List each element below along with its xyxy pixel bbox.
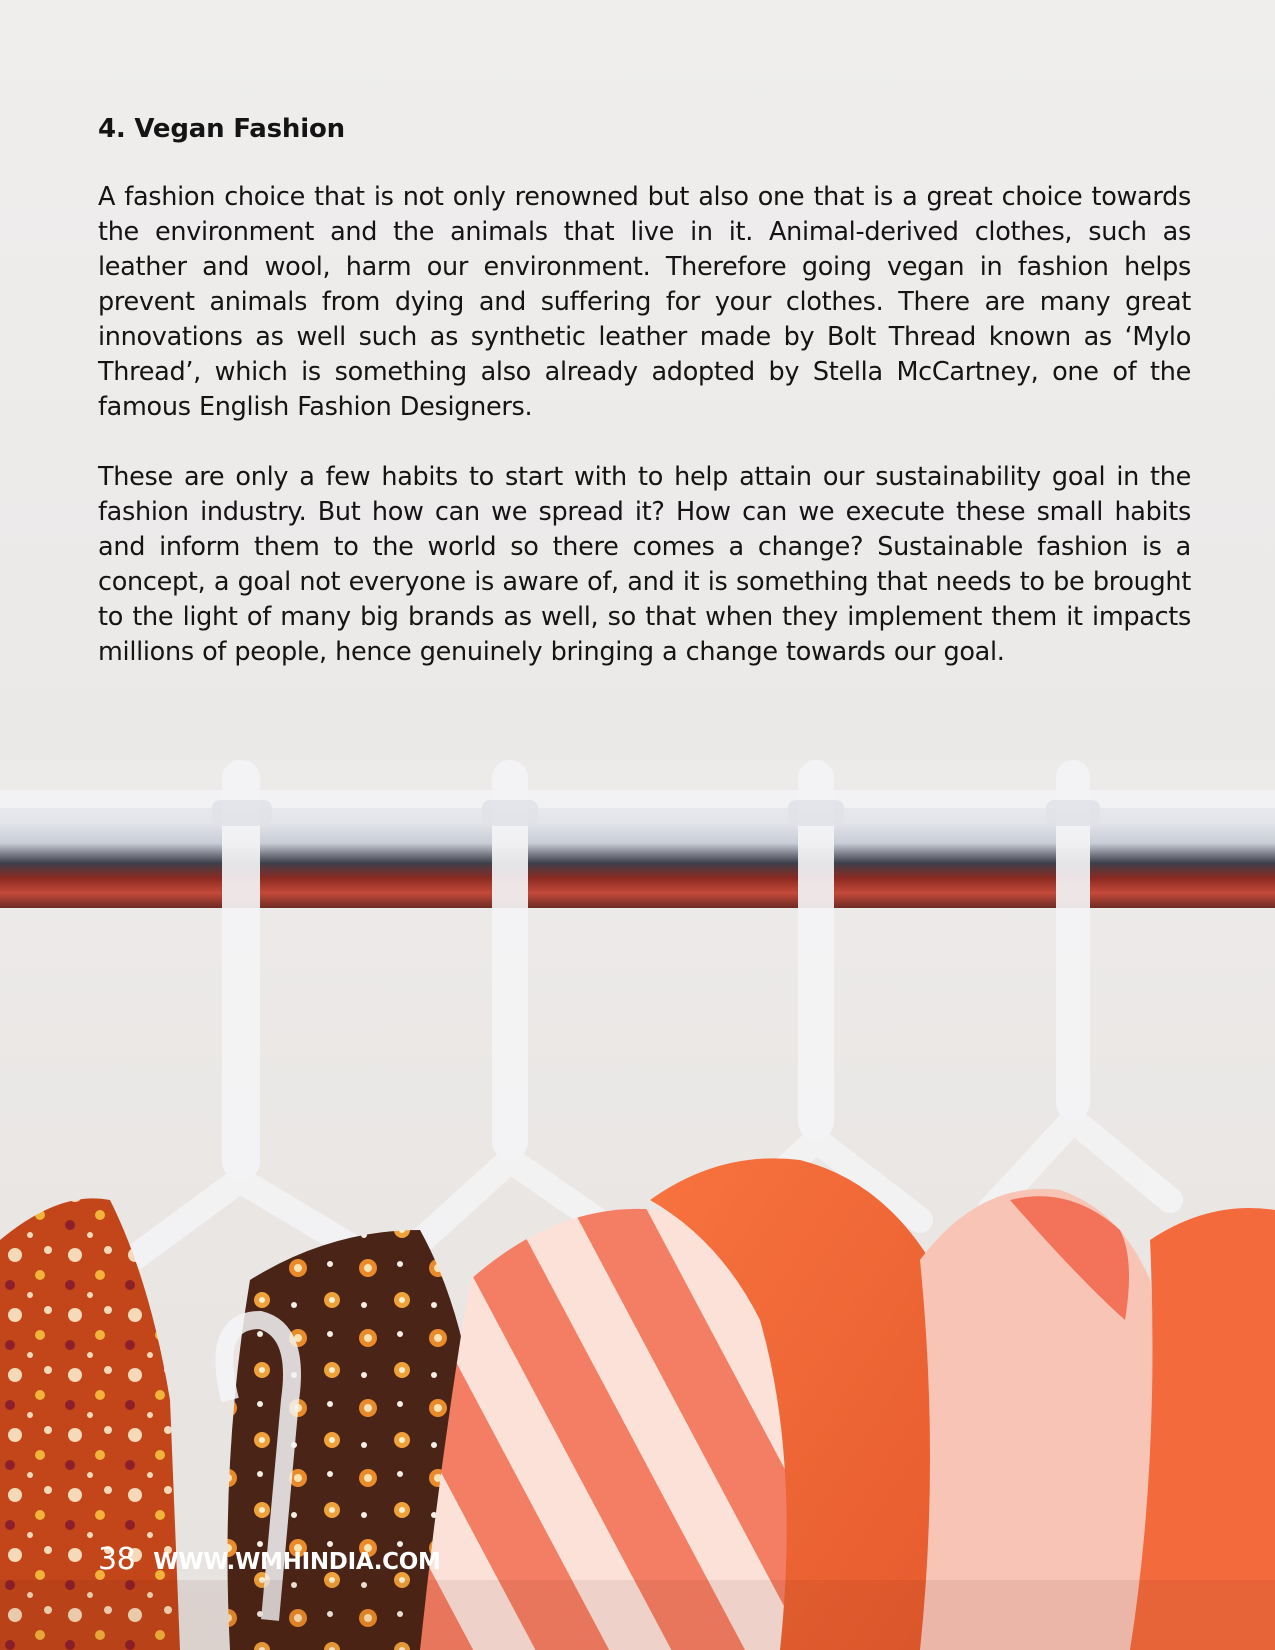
section-heading: 4. Vegan Fashion (98, 114, 345, 144)
page-footer (98, 1542, 441, 1578)
article-paragraph-2: These are only a few habits to start with to help attain our sustainability goal in the fashion industry. But how can we spread it? How can we execute these small habits and inform them to the world so there comes a change? Sustainable fashion is a concept, a goal not everyone is aware of, and it is something that needs to be brought to the light of many big brands as well, so that when they implement them it impacts millions of people, hence genuinely bringing a change towards our goal. (98, 462, 1191, 667)
page-number: 38 (98, 1542, 136, 1577)
article-paragraph-1: A fashion choice that is not only renowned but also one that is a great choice towards the environment and the animals that live in it. Animal-derived clothes, such as leather and wool, harm our environment. Therefore going vegan in fashion helps prevent animals from dying and suffering for your clothes. There are many great innovations as well such as synthetic leather made by Bolt Thread known as ‘Mylo Thread’, which is something also already adopted by Stella McCartney, one of the famous English Fashion Designers. (98, 182, 1191, 422)
article (98, 112, 1191, 705)
clothes-rack-photo (0, 760, 1275, 1650)
website-url[interactable]: WWW.WMHINDIA.COM (153, 1549, 441, 1575)
